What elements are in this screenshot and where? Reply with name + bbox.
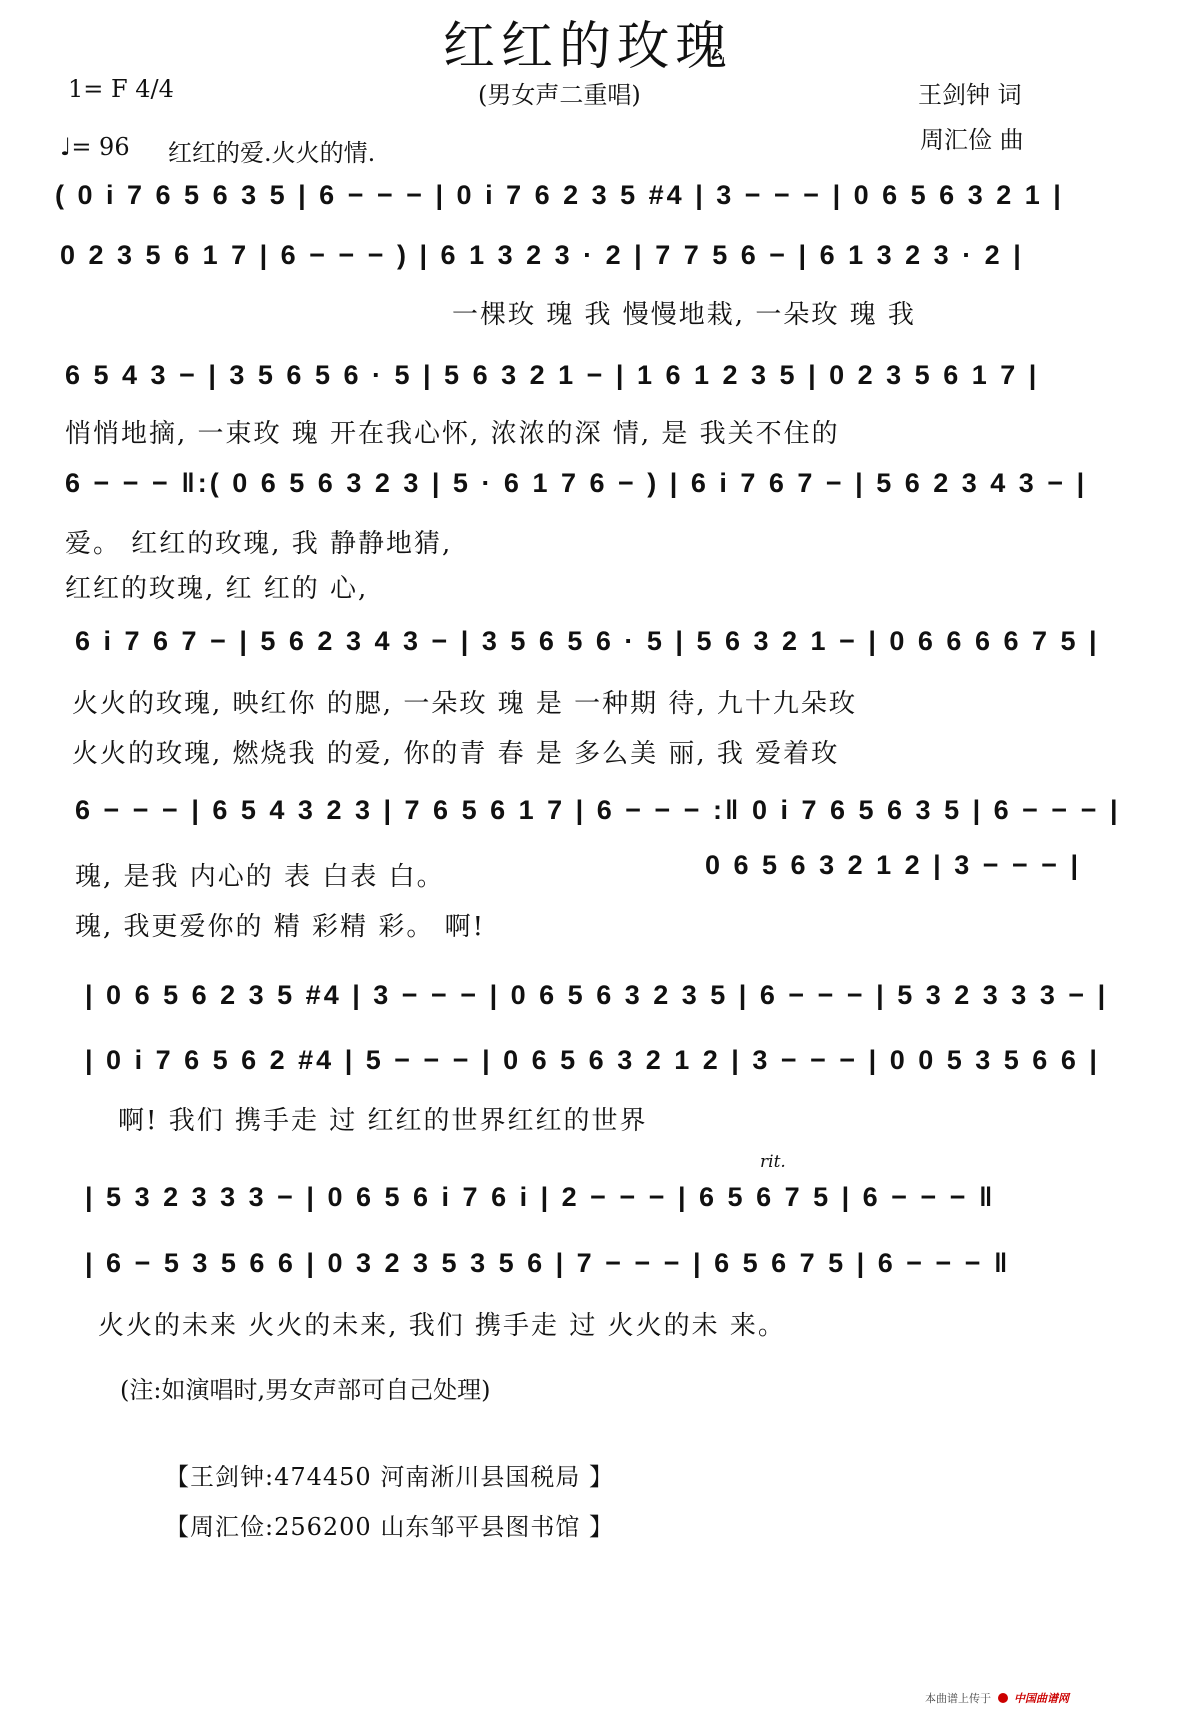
staff-row-2: 0 2 3 5 6 1 7 | 6 − − − ) | 6 1 3 2 3 · 2 | 7 7 5 6 − | 6 1 3 2 3 · 2 | <box>60 240 1024 270</box>
composer: 周汇俭 曲 <box>920 126 1024 154</box>
staff-row-6-harmony: 0 6 5 6 3 2 1 2 | 3 − − − | <box>705 850 1082 880</box>
lyrics-row-4b: 红红的玫瑰, 红 红的 心, <box>65 574 369 604</box>
staff-row-6: 6 − − − | 6 5 4 3 2 3 | 7 6 5 6 1 7 | 6 − − − :‖ 0 i 7 6 5 6 3 5 | 6 − − − | <box>75 795 1121 825</box>
staff-row-3: 6 5 4 3 − | 3 5 6 5 6 · 5 | 5 6 3 2 1 − | 1 6 1 2 3 5 | 0 2 3 5 6 1 7 | <box>65 360 1040 390</box>
key-signature: 1= F 4/4 <box>68 75 174 103</box>
lyrics-row-2: 一棵玫 瑰 我 慢慢地栽, 一朵玫 瑰 我 <box>452 300 916 330</box>
lyrics-row-7: 啊! 我们 携手走 过 红红的世界红红的世界 <box>118 1106 648 1136</box>
staff-row-4: 6 − − − ‖:( 0 6 5 6 3 2 3 | 5 · 6 1 7 6 − ) | 6 i 7 6 7 − | 5 6 2 3 4 3 − | <box>65 468 1088 498</box>
performance-note: (注:如演唱时,男女声部可自己处理) <box>120 1376 491 1404</box>
lyrics-row-6b: 瑰, 我更爱你的 精 彩精 彩。 啊! <box>75 912 486 942</box>
credit-composer-address: 【周汇俭:256200 山东邹平县图书馆 】 <box>165 1513 614 1541</box>
lyrics-row-4a: 爱。 红红的玫瑰, 我 静静地猜, <box>65 529 453 559</box>
lyrics-row-5a: 火火的玫瑰, 映红你 的腮, 一朵玫 瑰 是 一种期 待, 九十九朵玫 <box>72 689 857 719</box>
watermark <box>925 1690 1069 1706</box>
staff-row-1: ( 0 i 7 6 5 6 3 5 | 6 − − − | 0 i 7 6 2 3 5 #4 | 3 − − − | 0 6 5 6 3 2 1 | <box>55 180 1064 210</box>
watermark-prefix: 本曲谱上传于 <box>925 1692 991 1705</box>
tempo-mark: ♩= 96 <box>60 133 130 161</box>
tagline: 红红的爱.火火的情. <box>168 139 376 167</box>
lyrics-row-6a: 瑰, 是我 内心的 表 白表 白。 <box>75 862 445 892</box>
lyrics-row-8: 火火的未来 火火的未来, 我们 携手走 过 火火的未 来。 <box>98 1311 786 1341</box>
watermark-site: 中国曲谱网 <box>1014 1692 1069 1705</box>
staff-row-8: | 5 3 2 3 3 3 − | 0 6 5 6 i 7 6 i | 2 − − − | 6 5 6 7 5 | 6 − − − ‖ <box>85 1182 996 1212</box>
score-title: 红红的玫瑰 <box>443 17 734 77</box>
site-logo-icon <box>998 1693 1008 1703</box>
lyrics-row-5b: 火火的玫瑰, 燃烧我 的爱, 你的青 春 是 多么美 丽, 我 爱着玫 <box>72 739 840 769</box>
staff-row-5: 6 i 7 6 7 − | 5 6 2 3 4 3 − | 3 5 6 5 6 · 5 | 5 6 3 2 1 − | 0 6 6 6 6 7 5 | <box>75 626 1100 656</box>
subtitle: (男女声二重唱) <box>478 81 641 109</box>
credit-lyricist-address: 【王剑钟:474450 河南淅川县国税局 】 <box>165 1463 614 1491</box>
ritardando-mark: rit. <box>760 1152 786 1172</box>
staff-row-8-harmony: | 6 − 5 3 5 6 6 | 0 3 2 3 5 3 5 6 | 7 − − − | 6 5 6 7 5 | 6 − − − ‖ <box>85 1248 1011 1278</box>
lyrics-row-3: 悄悄地摘, 一束玫 瑰 开在我心怀, 浓浓的深 情, 是 我关不住的 <box>65 419 840 449</box>
staff-row-7-harmony: | 0 i 7 6 5 6 2 #4 | 5 − − − | 0 6 5 6 3 2 1 2 | 3 − − − | 0 0 5 3 5 6 6 | <box>85 1045 1100 1075</box>
lyricist: 王剑钟 词 <box>918 81 1022 109</box>
staff-row-7: | 0 6 5 6 2 3 5 #4 | 3 − − − | 0 6 5 6 3 2 3 5 | 6 − − − | 5 3 2 3 3 3 − | <box>85 980 1109 1010</box>
